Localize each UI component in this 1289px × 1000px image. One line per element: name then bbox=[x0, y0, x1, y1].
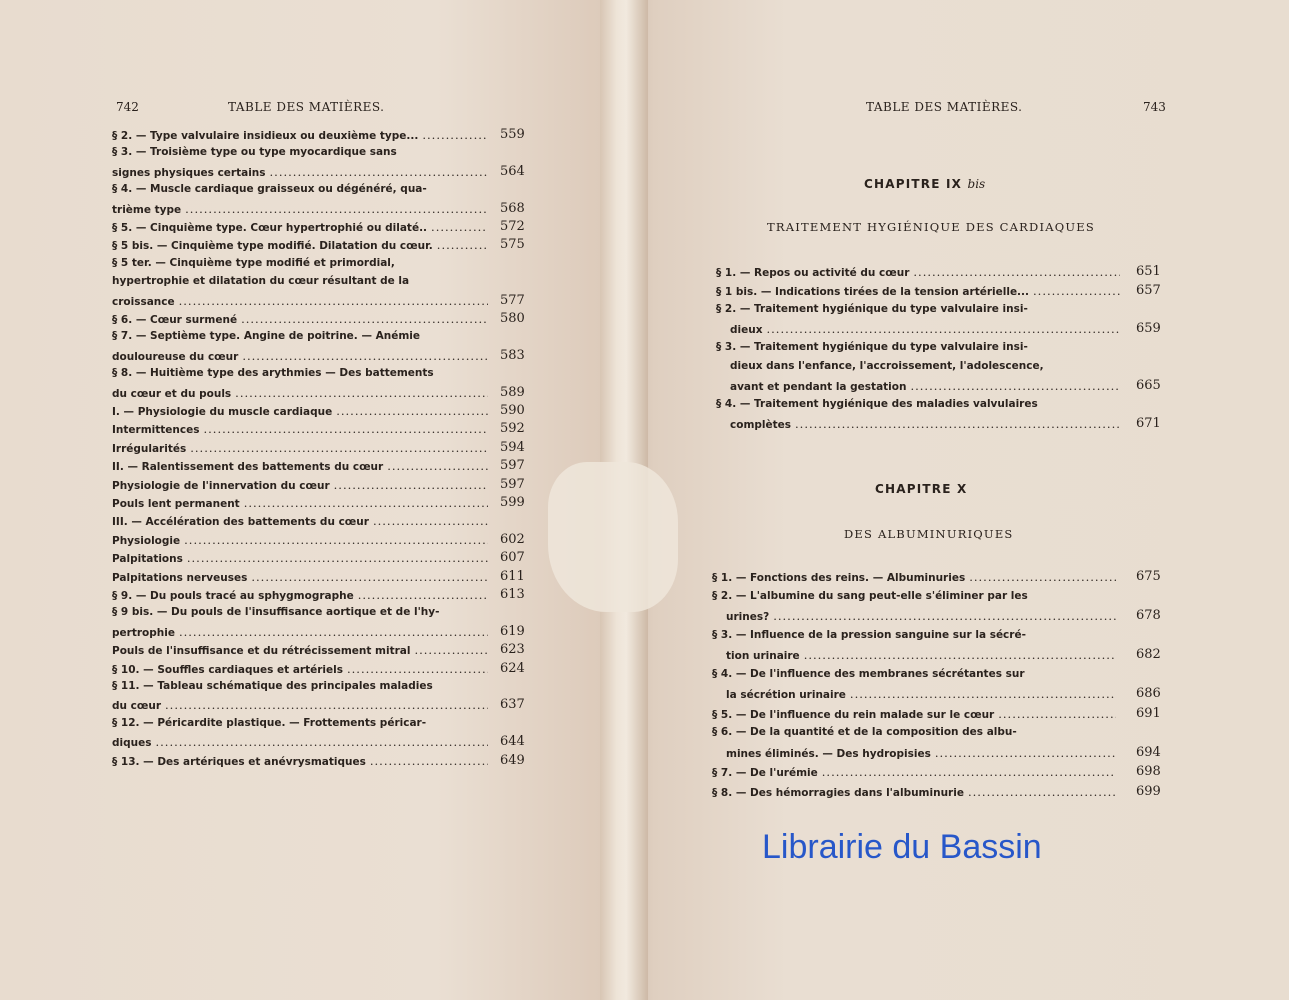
toc-entry-text: § 4. — Traitement hygiénique des maladies valvulaires bbox=[716, 398, 1038, 410]
toc-entry-text: III. — Accélération des battements du cœur bbox=[112, 516, 369, 529]
toc-entry-text: Intermittences bbox=[112, 424, 200, 437]
toc-entry-text: dieux dans l'enfance, l'accroissement, l'adolescence, bbox=[730, 360, 1044, 372]
left-page-number: 742 bbox=[116, 100, 139, 114]
toc-entry-text: § 5. — Cinquième type. Cœur hypertrophié ou dilaté.. bbox=[112, 222, 428, 234]
toc-entry-text: la sécrétion urinaire bbox=[726, 689, 846, 701]
toc-line bbox=[112, 698, 492, 712]
toc-entry-text: § 5. — De l'influence du rein malade sur le cœur bbox=[712, 708, 995, 721]
dot-leader bbox=[387, 459, 488, 473]
toc-line bbox=[112, 128, 492, 142]
toc-entry-text: § 13. — Des artériques et anévrysmatiques bbox=[112, 755, 366, 768]
toc-entry-text: § 3. — Traitement hygiénique du type valvulaire insi- bbox=[716, 341, 1028, 353]
toc-line bbox=[112, 551, 492, 565]
toc-entry-text: croissance bbox=[112, 295, 175, 308]
toc-entry-text: § 5 bis. — Cinquième type modifié. Dilatation du cœur. bbox=[112, 240, 433, 253]
toc-line bbox=[716, 284, 1124, 298]
right-page-header: TABLE DES MATIÈRES. bbox=[866, 100, 1023, 114]
toc-entry-text: § 6. — De la quantité et de la composition des albu- bbox=[712, 726, 1017, 738]
toc-line bbox=[112, 735, 492, 749]
toc-page-number: 619 bbox=[500, 623, 525, 639]
bookseller-watermark: Librairie du Bassin bbox=[762, 828, 1042, 866]
toc-page-number: 575 bbox=[500, 237, 525, 253]
dot-leader bbox=[190, 441, 488, 455]
toc-line bbox=[112, 294, 492, 308]
chapter-ix-subtitle: TRAITEMENT HYGIÉNIQUE DES CARDIAQUES bbox=[767, 220, 1095, 234]
toc-line bbox=[730, 322, 1124, 336]
toc-entry-text: § 8. — Huitième type des arythmies — Des battements bbox=[112, 367, 434, 380]
toc-line bbox=[712, 707, 1120, 721]
toc-page-number: 665 bbox=[1136, 378, 1161, 393]
dot-leader bbox=[203, 422, 488, 436]
toc-page-number: 649 bbox=[500, 752, 525, 768]
dot-leader bbox=[235, 386, 488, 400]
toc-line bbox=[712, 785, 1120, 799]
dot-leader bbox=[968, 785, 1116, 799]
toc-line bbox=[112, 478, 492, 492]
toc-entry-text: § 2. — Type valvulaire insidieux ou deuxième type... bbox=[112, 130, 419, 142]
toc-page-number: 623 bbox=[500, 642, 525, 658]
toc-page-number: 572 bbox=[500, 219, 525, 234]
toc-page-number: 594 bbox=[500, 439, 525, 455]
toc-line bbox=[712, 668, 1120, 680]
toc-line bbox=[730, 360, 1124, 372]
toc-line bbox=[112, 459, 492, 473]
dot-leader bbox=[773, 609, 1116, 623]
toc-line bbox=[112, 606, 492, 618]
toc-page-number: 682 bbox=[1136, 647, 1161, 662]
toc-entry-text: § 8. — Des hémorragies dans l'albuminurie bbox=[712, 786, 964, 799]
dot-leader bbox=[437, 238, 488, 252]
dot-leader bbox=[795, 417, 1120, 431]
toc-entry-text: § 7. — De l'urémie bbox=[712, 767, 818, 779]
toc-page-number: 599 bbox=[500, 495, 525, 510]
toc-line bbox=[112, 146, 492, 158]
toc-entry-text: § 1. — Repos ou activité du cœur bbox=[716, 267, 910, 279]
dot-leader bbox=[910, 379, 1120, 393]
toc-line bbox=[730, 379, 1124, 393]
dot-leader bbox=[969, 570, 1116, 584]
toc-entry-text: § 11. — Tableau schématique des principales maladies bbox=[112, 680, 433, 692]
toc-line bbox=[112, 717, 492, 729]
toc-page-number: 699 bbox=[1136, 783, 1161, 799]
dot-leader bbox=[935, 746, 1116, 760]
dot-leader bbox=[270, 165, 488, 179]
toc-line bbox=[112, 367, 492, 379]
toc-entry-text: Palpitations nerveuses bbox=[112, 571, 248, 584]
dot-leader bbox=[179, 625, 488, 639]
dot-leader bbox=[334, 478, 488, 492]
toc-page-number: 559 bbox=[500, 127, 525, 142]
toc-entry-text: § 10. — Souffles cardiaques et artériels bbox=[112, 663, 343, 676]
toc-entry-text: Pouls de l'insuffisance et du rétrécissement mitral bbox=[112, 645, 411, 658]
toc-page-number: 590 bbox=[500, 403, 525, 418]
toc-entry-text: urines? bbox=[726, 611, 770, 623]
toc-page-number: 671 bbox=[1136, 416, 1161, 431]
toc-page-number: 597 bbox=[500, 458, 525, 474]
dot-leader bbox=[804, 648, 1116, 662]
toc-line bbox=[716, 303, 1124, 315]
toc-page-number: 644 bbox=[500, 734, 525, 750]
dot-leader bbox=[431, 220, 488, 234]
dot-leader bbox=[913, 265, 1120, 279]
toc-entry-text: § 2. — L'albumine du sang peut-elle s'éliminer par les bbox=[712, 589, 1028, 602]
dot-leader bbox=[358, 588, 488, 602]
dot-leader bbox=[185, 202, 488, 216]
dot-leader bbox=[850, 687, 1116, 701]
dot-leader bbox=[251, 570, 488, 584]
toc-line bbox=[112, 441, 492, 455]
toc-line bbox=[712, 726, 1120, 738]
toc-entry-text: II. — Ralentissement des battements du cœur bbox=[112, 461, 384, 474]
toc-entry-text: douloureuse du cœur bbox=[112, 350, 239, 363]
toc-entry-text: § 2. — Traitement hygiénique du type valvulaire insi- bbox=[716, 303, 1028, 315]
chapter-ix-title: CHAPITRE IX bis bbox=[864, 177, 986, 191]
torn-spine bbox=[548, 462, 678, 612]
toc-page-number: 657 bbox=[1136, 283, 1161, 298]
dot-leader bbox=[422, 128, 488, 142]
toc-entry-text: § 1 bis. — Indications tirées de la tension artérielle... bbox=[716, 286, 1030, 298]
toc-page-number: 675 bbox=[1136, 569, 1161, 584]
toc-page-number: 597 bbox=[500, 476, 525, 492]
toc-line bbox=[712, 765, 1120, 779]
toc-line bbox=[112, 643, 492, 657]
toc-entry-text: § 3. — Influence de la pression sanguine sur la sécré- bbox=[712, 628, 1026, 641]
toc-line bbox=[716, 398, 1124, 410]
toc-entry-text: § 5 ter. — Cinquième type modifié et primordial, bbox=[112, 256, 395, 269]
toc-page-number: 602 bbox=[500, 531, 525, 547]
toc-line bbox=[712, 629, 1120, 641]
left-page-header: TABLE DES MATIÈRES. bbox=[228, 100, 385, 114]
toc-entry-text: du cœur bbox=[112, 700, 162, 713]
toc-line bbox=[112, 680, 492, 692]
dot-leader bbox=[242, 349, 488, 363]
toc-entry-text: § 9 bis. — Du pouls de l'insuffisance aortique et de l'hy- bbox=[112, 606, 440, 619]
toc-line bbox=[716, 265, 1124, 279]
toc-line bbox=[112, 514, 492, 528]
toc-entry-text: § 12. — Péricardite plastique. — Frottements péricar- bbox=[112, 716, 427, 729]
dot-leader bbox=[766, 322, 1120, 336]
toc-entry-text: § 6. — Cœur surmené bbox=[112, 314, 238, 326]
toc-line bbox=[112, 312, 492, 326]
toc-page-number: 564 bbox=[500, 163, 525, 179]
toc-page-number: 678 bbox=[1136, 608, 1161, 623]
toc-entry-text: § 4. — Muscle cardiaque graisseux ou dégénéré, qua- bbox=[112, 183, 427, 196]
toc-line bbox=[112, 588, 492, 602]
toc-page-number: 589 bbox=[500, 384, 525, 400]
toc-page-number: 691 bbox=[1136, 705, 1161, 721]
toc-entry-text: Physiologie de l'innervation du cœur bbox=[112, 479, 330, 492]
toc-page-number: 694 bbox=[1136, 744, 1161, 760]
toc-entry-text: diques bbox=[112, 737, 152, 750]
dot-leader bbox=[998, 707, 1116, 721]
toc-line bbox=[726, 746, 1120, 760]
dot-leader bbox=[347, 662, 488, 676]
toc-entry-text: trième type bbox=[112, 203, 182, 216]
toc-line bbox=[730, 417, 1124, 431]
toc-line bbox=[112, 330, 492, 342]
toc-entry-text: signes physiques certains bbox=[112, 166, 266, 179]
dot-leader bbox=[370, 754, 488, 768]
toc-line bbox=[112, 349, 492, 363]
dot-leader bbox=[165, 698, 488, 712]
toc-page-number: 568 bbox=[500, 200, 525, 216]
toc-entry-text: du cœur et du pouls bbox=[112, 387, 232, 400]
toc-line bbox=[726, 648, 1120, 662]
chapter-x-title: CHAPITRE X bbox=[875, 482, 968, 496]
toc-entry-text: hypertrophie et dilatation du cœur résultant de la bbox=[112, 275, 410, 288]
toc-line bbox=[112, 570, 492, 584]
toc-line bbox=[112, 220, 492, 234]
toc-entry-text: complètes bbox=[730, 419, 792, 431]
toc-entry-text: Irrégularités bbox=[112, 442, 187, 455]
dot-leader bbox=[244, 496, 488, 510]
toc-entry-text: I. — Physiologie du muscle cardiaque bbox=[112, 406, 333, 418]
toc-line bbox=[726, 609, 1120, 623]
toc-line bbox=[112, 386, 492, 400]
toc-page-number: 651 bbox=[1136, 264, 1161, 279]
toc-line bbox=[726, 687, 1120, 701]
toc-page-number: 592 bbox=[500, 421, 525, 437]
toc-entry-text: § 7. — Septième type. Angine de poitrine. — Anémie bbox=[112, 330, 420, 343]
toc-line bbox=[112, 496, 492, 510]
toc-page-number: 624 bbox=[500, 660, 525, 676]
toc-entry-text: pertrophie bbox=[112, 626, 175, 639]
dot-leader bbox=[373, 514, 488, 528]
toc-page-number: 611 bbox=[500, 568, 525, 584]
dot-leader bbox=[414, 643, 488, 657]
toc-line bbox=[112, 202, 492, 216]
toc-entry-text: § 4. — De l'influence des membranes sécrétantes sur bbox=[712, 667, 1025, 680]
toc-line bbox=[716, 341, 1124, 353]
right-page-number: 743 bbox=[1143, 100, 1166, 114]
toc-entry-text: avant et pendant la gestation bbox=[730, 381, 907, 393]
toc-line bbox=[112, 275, 492, 287]
dot-leader bbox=[1033, 284, 1120, 298]
toc-line bbox=[112, 238, 492, 252]
toc-line bbox=[112, 257, 492, 269]
chapter-x-subtitle: DES ALBUMINURIQUES bbox=[844, 527, 1014, 541]
toc-line bbox=[112, 533, 492, 547]
toc-page-number: 613 bbox=[500, 587, 525, 602]
toc-line bbox=[112, 625, 492, 639]
toc-entry-text: § 1. — Fonctions des reins. — Albuminuries bbox=[712, 572, 966, 584]
toc-line bbox=[112, 165, 492, 179]
toc-line bbox=[112, 754, 492, 768]
toc-line bbox=[112, 404, 492, 418]
toc-line bbox=[112, 662, 492, 676]
toc-entry-text: mines éliminés. — Des hydropisies bbox=[726, 747, 931, 760]
dot-leader bbox=[155, 735, 488, 749]
dot-leader bbox=[241, 312, 488, 326]
toc-entry-text: dieux bbox=[730, 324, 763, 336]
toc-page-number: 659 bbox=[1136, 321, 1161, 336]
dot-leader bbox=[336, 404, 488, 418]
toc-page-number: 583 bbox=[500, 347, 525, 363]
toc-line bbox=[112, 183, 492, 195]
dot-leader bbox=[187, 551, 488, 565]
toc-line bbox=[712, 590, 1120, 602]
toc-line bbox=[712, 570, 1120, 584]
toc-page-number: 580 bbox=[500, 311, 525, 326]
toc-entry-text: Physiologie bbox=[112, 534, 181, 547]
toc-line bbox=[112, 422, 492, 436]
toc-entry-text: Pouls lent permanent bbox=[112, 498, 240, 510]
dot-leader bbox=[179, 294, 488, 308]
toc-page-number: 686 bbox=[1136, 686, 1161, 701]
toc-entry-text: tion urinaire bbox=[726, 650, 800, 662]
toc-page-number: 577 bbox=[500, 292, 525, 308]
toc-page-number: 698 bbox=[1136, 764, 1161, 779]
dot-leader bbox=[184, 533, 488, 547]
toc-page-number: 637 bbox=[500, 697, 525, 713]
toc-entry-text: Palpitations bbox=[112, 553, 183, 566]
dot-leader bbox=[822, 765, 1116, 779]
toc-page-number: 607 bbox=[500, 550, 525, 566]
toc-entry-text: § 3. — Troisième type ou type myocardique sans bbox=[112, 146, 397, 159]
toc-entry-text: § 9. — Du pouls tracé au sphygmographe bbox=[112, 590, 354, 602]
